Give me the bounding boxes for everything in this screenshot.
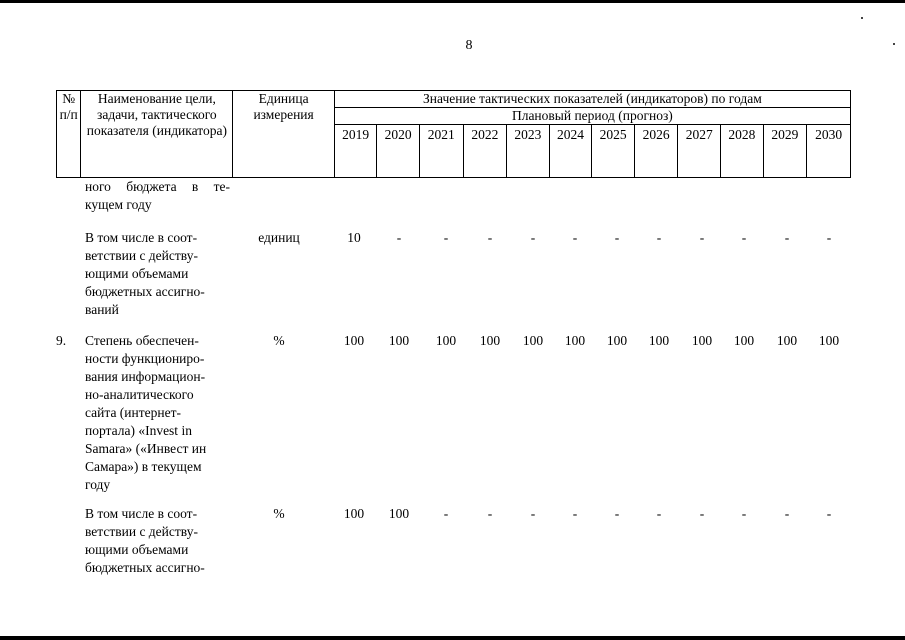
row-name-line: году	[85, 477, 111, 492]
row-value: -	[699, 506, 705, 521]
row-value: 100	[691, 333, 713, 348]
row-value: -	[656, 230, 662, 245]
row-value: 100	[733, 333, 755, 348]
row-name-line: Степень обеспечен-	[85, 333, 199, 348]
row-name-line: ветствии с действу-	[85, 524, 198, 539]
header-unit-label: Единица измерения	[253, 91, 314, 122]
header-year: 2027	[678, 125, 721, 178]
row-value: -	[784, 506, 790, 521]
row-value: -	[784, 230, 790, 245]
row-name	[85, 178, 230, 214]
row-value: -	[741, 506, 747, 521]
row-name-line: ющими объемами	[85, 266, 189, 281]
header-values-title: Значение тактических показателей (индикаторов) по годам	[334, 91, 850, 108]
row-value: 100	[606, 333, 628, 348]
header-year: 2021	[419, 125, 463, 178]
row-name-line: В том числе в соот-	[85, 230, 198, 245]
row-value: -	[614, 506, 620, 521]
row-name-line: бюджетных ассигно-	[85, 284, 205, 299]
row-name-line: ющими объемами	[85, 542, 189, 557]
scan-speck	[861, 17, 863, 19]
row-value: -	[487, 506, 493, 521]
header-year: 2020	[377, 125, 420, 178]
header-period-title: Плановый период (прогноз)	[334, 108, 850, 125]
row-value: 100	[564, 333, 586, 348]
row-name-line: портала) «Invest in	[85, 423, 192, 438]
row-name-line: В том числе в соот-	[85, 506, 198, 521]
row-name-line: бюджетных ассигно-	[85, 560, 205, 575]
row-name	[85, 229, 230, 319]
header-name	[81, 91, 233, 178]
row-value: 100	[522, 333, 544, 348]
row-value: -	[530, 230, 536, 245]
page-number: 8	[465, 38, 473, 53]
row-value: 100	[479, 333, 501, 348]
header-year: 2025	[592, 125, 635, 178]
row-value: 100	[776, 333, 798, 348]
row-value: -	[487, 230, 493, 245]
header-name-label: Наименование цели, задачи, тактического показателя (индикатора)	[86, 91, 227, 138]
header-num-label: № п/п	[59, 91, 78, 122]
row-value: -	[656, 506, 662, 521]
top-border	[0, 0, 905, 3]
header-num	[57, 91, 81, 178]
row-value: 100	[343, 333, 365, 348]
row-name-line: ности функциониро-	[85, 351, 205, 366]
row-value: -	[530, 506, 536, 521]
row-value: -	[443, 230, 449, 245]
row-value: -	[614, 230, 620, 245]
header-year: 2024	[549, 125, 592, 178]
row-unit: единиц	[258, 230, 300, 245]
row-name-line: ного бюджета в те-	[85, 179, 230, 194]
row-name-line: ветствии с действу-	[85, 248, 198, 263]
row-value: 100	[388, 333, 410, 348]
header-year: 2026	[634, 125, 678, 178]
header-year: 2019	[334, 125, 377, 178]
row-name-line: ваний	[85, 302, 119, 317]
row-value: 100	[435, 333, 457, 348]
header-unit	[233, 91, 334, 178]
row-number: 9.	[56, 333, 67, 348]
row-value: -	[572, 506, 578, 521]
row-name	[85, 505, 230, 577]
header-year: 2029	[763, 125, 807, 178]
header-year: 2030	[807, 125, 851, 178]
row-value: -	[572, 230, 578, 245]
row-name-line: но-аналитического	[85, 387, 194, 402]
row-value: -	[826, 506, 832, 521]
header-year: 2028	[721, 125, 764, 178]
row-value: -	[741, 230, 747, 245]
row-name-line: кущем году	[85, 197, 152, 212]
row-name-line: вания информацион-	[85, 369, 206, 384]
row-name	[85, 332, 230, 494]
row-name-line: Самара») в текущем	[85, 459, 202, 474]
row-value: -	[396, 230, 402, 245]
row-value: 100	[818, 333, 840, 348]
row-value: 100	[648, 333, 670, 348]
row-name-line: сайта (интернет-	[85, 405, 182, 420]
header-year: 2023	[507, 125, 550, 178]
row-value: -	[826, 230, 832, 245]
header-year: 2022	[463, 125, 507, 178]
row-value: 100	[343, 506, 365, 521]
table-header	[56, 90, 851, 178]
row-unit: %	[273, 506, 285, 521]
bottom-border	[0, 636, 905, 640]
row-value: -	[443, 506, 449, 521]
row-value: 100	[388, 506, 410, 521]
row-value: 10	[347, 230, 361, 245]
row-unit: %	[273, 333, 285, 348]
row-name-line: Samara» («Инвест ин	[85, 441, 207, 456]
row-value: -	[699, 230, 705, 245]
